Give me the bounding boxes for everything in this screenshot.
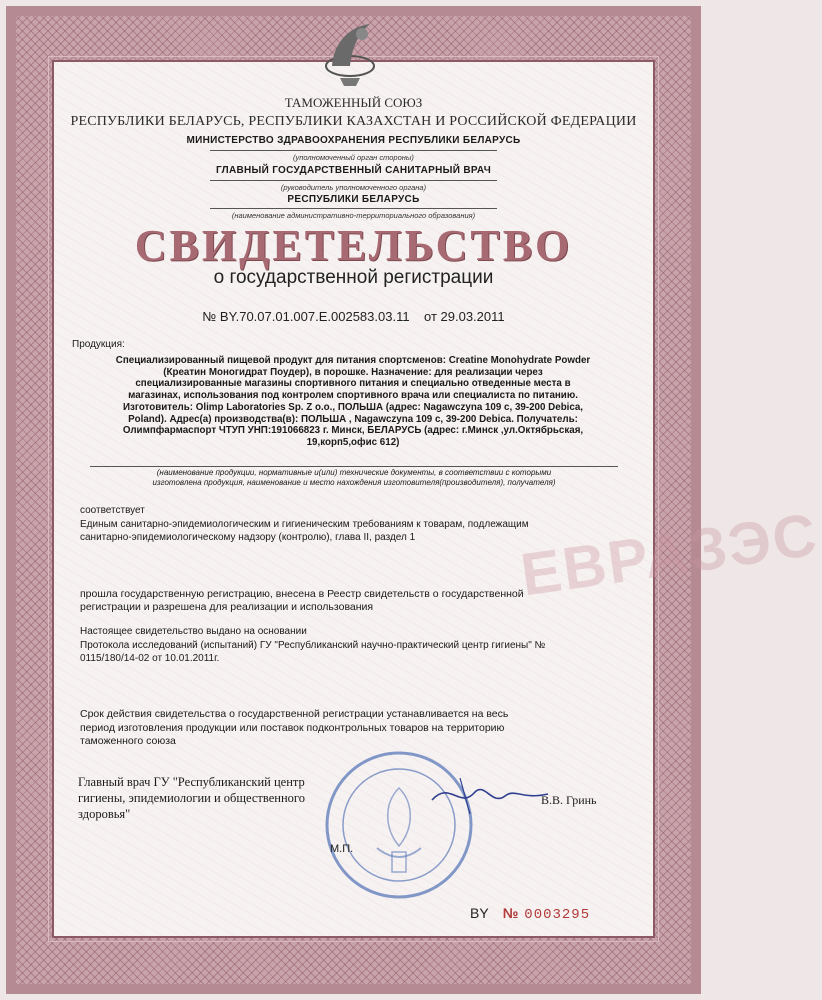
territory-title: РЕСПУБЛИКИ БЕЛАРУСЬ	[287, 194, 420, 205]
ministry-note: (уполномоченный орган стороны)	[293, 153, 414, 162]
signatory-line: Главный врач ГУ "Республиканский центр	[78, 775, 305, 789]
republics-title: РЕСПУБЛИКИ БЕЛАРУСЬ, РЕСПУБЛИКИ КАЗАХСТАН И РОССИЙСКОЙ ФЕДЕРАЦИИ	[70, 114, 637, 129]
serial-value: 0003295	[524, 907, 591, 923]
certificate-title: СВИДЕТЕЛЬСТВО	[134, 221, 573, 270]
certificate-number: № BY.70.07.01.007.Е.002583.03.11 от 29.03.2011	[202, 309, 505, 324]
product-label: Продукция:	[72, 339, 125, 350]
product-note-line: изготовлена продукция, наименование и место нахождения изготовителя(производителя), получателя)	[152, 478, 556, 487]
compliance-line: санитарно-эпидемиологическому надзору (контролю), глава II, раздел 1	[80, 531, 416, 543]
product-note-line: (наименование продукции, нормативные и(или) технические документы, в соответствии с которыми	[156, 468, 552, 477]
serial-country: BY	[470, 905, 489, 921]
signature-mark	[430, 770, 550, 820]
compliance-label: соответствует	[80, 505, 145, 516]
chief-title: ГЛАВНЫЙ ГОСУДАРСТВЕННЫЙ САНИТАРНЫЙ ВРАЧ	[215, 165, 492, 176]
product-line: Изготовитель: Olimp Laboratories Sp. Z o.o., ПОЛЬША (адрес: Nagawczyna 109 c, 39-200 Debica,	[122, 401, 584, 413]
product-line: магазинах, использования под контролем спортивного врача или специалиста по питанию.	[128, 390, 578, 402]
product-description	[80, 355, 626, 449]
customs-union-emblem-icon	[322, 20, 378, 90]
product-line: Олимпфармаспорт ЧТУП УНП:191066823 г. Минск, БЕЛАРУСЬ (адрес: г.Минск ,ул.Октябрьская,	[122, 425, 584, 437]
validity-text	[80, 708, 620, 749]
product-line: Poland). Адрес(а) производства(в): ПОЛЬША , Nagawczyna 109 c, 39-200 Debica. Получатель:	[128, 413, 578, 425]
validity-line: Срок действия свидетельства о государственной регистрации устанавливается на весь	[80, 708, 509, 720]
serial-no-label: №	[502, 905, 519, 921]
territory-note: (наименование административно-территориального образования)	[231, 211, 476, 220]
signatory-position	[78, 774, 305, 822]
basis-text	[80, 640, 620, 665]
signatory-line: гигиены, эпидемиологии и общественного	[78, 791, 305, 805]
signatory-line: здоровья"	[78, 807, 131, 821]
basis-line: Протокола исследований (испытаний) ГУ "Республиканский научно-практический центр гигиены" №	[80, 640, 546, 651]
registration-text	[80, 588, 620, 614]
seal-label: М.П.	[330, 843, 354, 855]
product-line: Специализированный пищевой продукт для питания спортсменов: Creatine Monohydrate Powder	[115, 355, 591, 366]
product-note	[90, 468, 618, 488]
basis-label: Настоящее свидетельство выдано на основании	[80, 626, 307, 637]
certificate-subtitle: о государственной регистрации	[213, 267, 494, 288]
signer-name: В.В. Гринь	[541, 793, 597, 807]
basis-line: 0115/180/14-02 от 10.01.2011г.	[80, 652, 220, 664]
compliance-line: Единым санитарно-эпидемиологическим и гигиеническим требованиям к товарам, подлежащим	[80, 519, 529, 530]
serial-number	[470, 905, 590, 923]
ministry-title: МИНИСТЕРСТВО ЗДРАВООХРАНЕНИЯ РЕСПУБЛИКИ БЕЛАРУСЬ	[186, 135, 521, 146]
validity-line: период изготовления продукции или поставок подконтрольных товаров на территорию	[80, 721, 505, 734]
watermark: ЕВРАЗЭС	[516, 500, 822, 609]
validity-line: таможенного союза	[80, 735, 176, 747]
product-line: специализированные магазины спортивного питания и специально отведенные места в	[135, 378, 571, 390]
registration-line: регистрации и разрешена для реализации и использования	[80, 601, 374, 613]
chief-rule	[210, 180, 497, 181]
compliance-text	[80, 519, 620, 544]
product-line: 19,корп5,офис 612)	[306, 436, 400, 448]
product-rule	[90, 466, 618, 467]
union-title: ТАМОЖЕННЫЙ СОЮЗ	[284, 95, 423, 110]
ministry-rule	[210, 150, 497, 151]
registration-line: прошла государственную регистрацию, внесена в Реестр свидетельств о государственной	[80, 588, 524, 600]
product-line: (Креатин Моногидрат Поудер), в порошке. Назначение: для реализации через	[163, 366, 543, 378]
chief-note: (руководитель уполномоченного органа)	[280, 183, 427, 192]
territory-rule	[210, 208, 497, 209]
